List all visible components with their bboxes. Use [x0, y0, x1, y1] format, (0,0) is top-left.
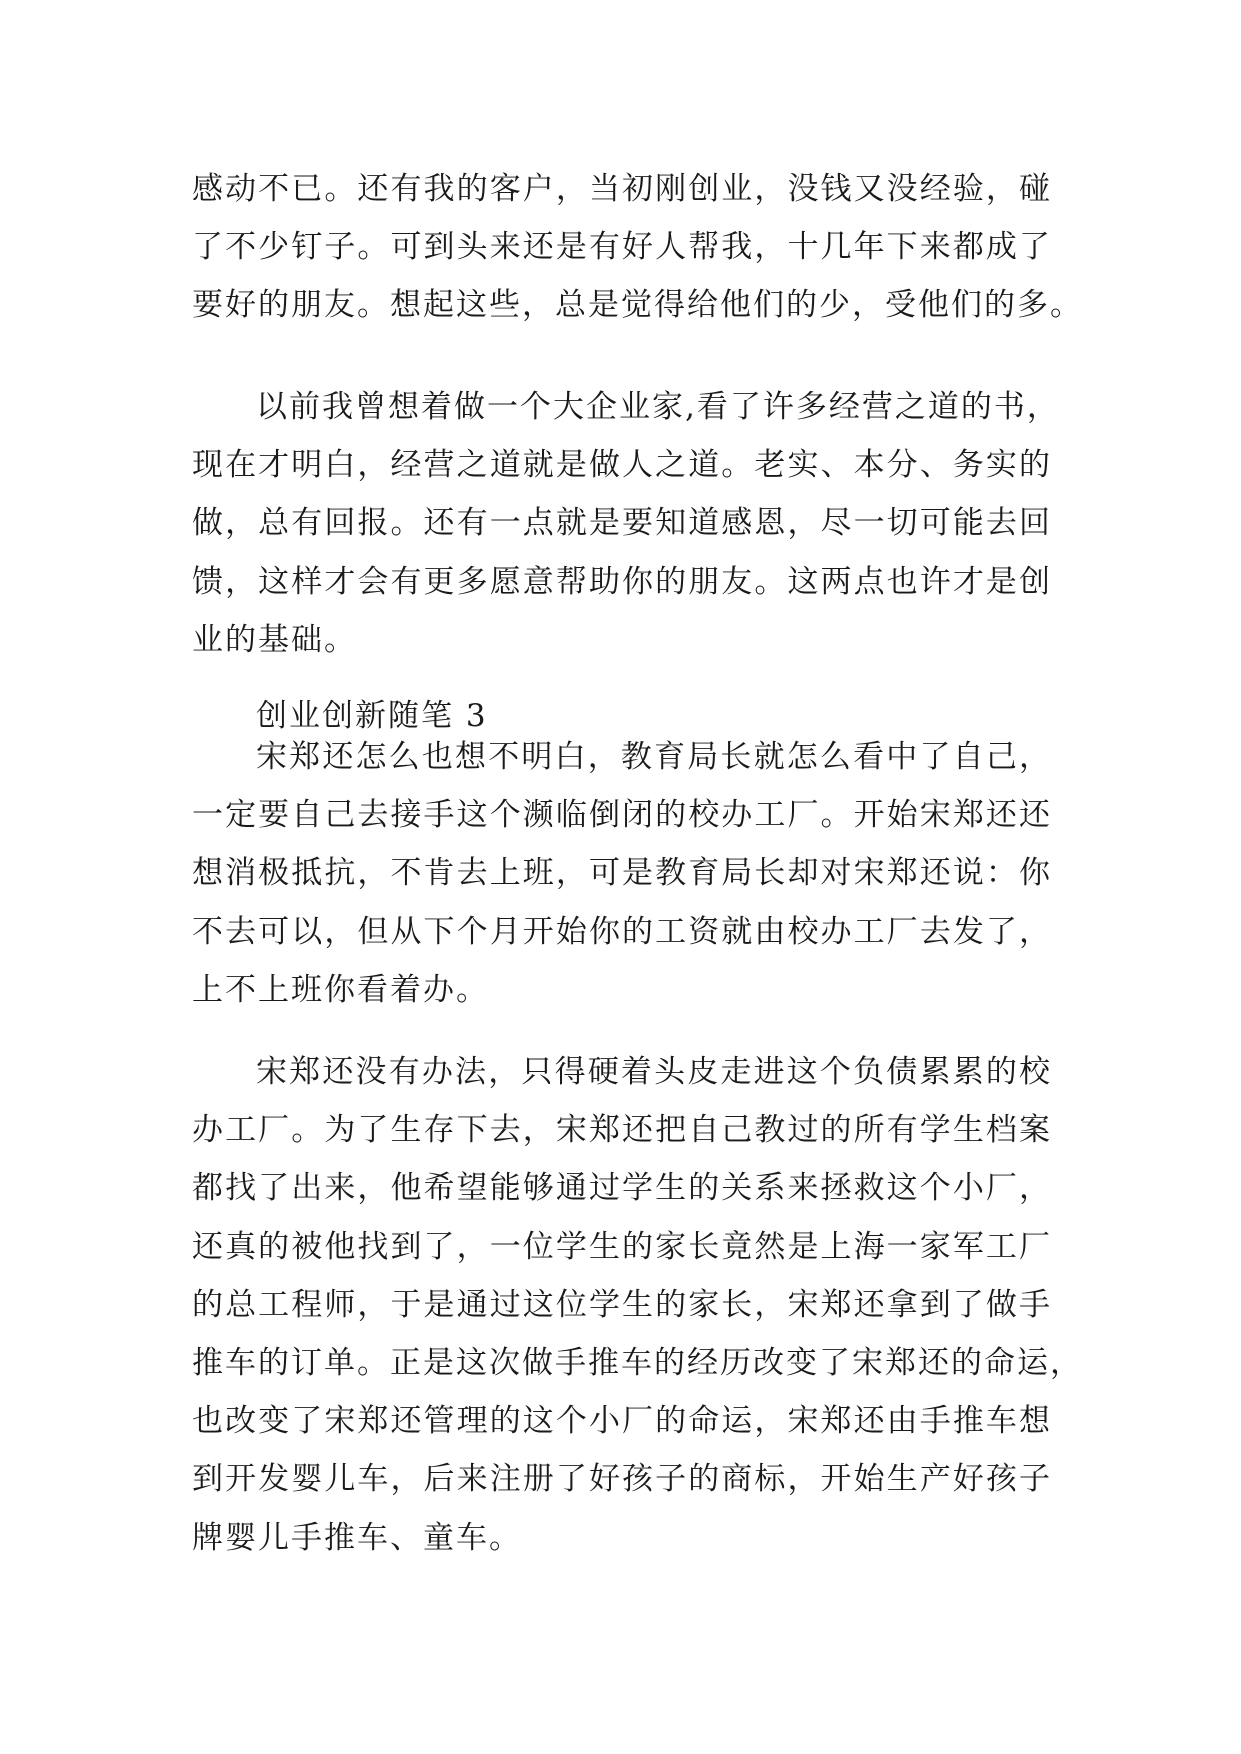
paragraph-line: 推车的订单。正是这次做手推车的经历改变了宋郑还的命运，: [192, 1345, 1083, 1382]
paragraph-line: 现在才明白，经营之道就是做人之道。老实、本分、务实的: [192, 447, 1052, 484]
paragraph-3: [192, 728, 1052, 1019]
paragraph-line: 业的基础。: [192, 621, 357, 658]
paragraph-line: 要好的朋友。想起这些，总是觉得给他们的少，受他们的多。: [192, 287, 1083, 324]
paragraph-line: 不去可以，但从下个月开始你的工资就由校办工厂去发了，: [192, 913, 1052, 950]
paragraph-line: 以前我曾想着做一个大企业家,看了许多经营之道的书，: [256, 389, 1060, 425]
paragraph-2: [192, 378, 1060, 669]
paragraph-line: 感动不已。还有我的客户，当初刚创业，没钱又没经验，碰: [192, 171, 1052, 207]
paragraph-line: 宋郑还没有办法，只得硬着头皮走进这个负债累累的校: [256, 1054, 1052, 1090]
paragraph-line: 馈，这样才会有更多愿意帮助你的朋友。这两点也许才是创: [192, 563, 1052, 600]
paragraph-line: 牌婴儿手推车、童车。: [192, 1519, 522, 1556]
paragraph-line: 上不上班你看着办。: [192, 971, 489, 1008]
section-heading: 创业创新随笔 3: [256, 698, 488, 734]
paragraph-line: 的总工程师，于是通过这位学生的家长，宋郑还拿到了做手: [192, 1286, 1052, 1323]
paragraph-line: 办工厂。为了生存下去，宋郑还把自己教过的所有学生档案: [192, 1112, 1052, 1149]
paragraph-line: 都找了出来，他希望能够通过学生的关系来拯救这个小厂，: [192, 1170, 1052, 1207]
paragraph-line: 到开发婴儿车，后来注册了好孩子的商标，开始生产好孩子: [192, 1461, 1052, 1498]
paragraph-line: 宋郑还怎么也想不明白，教育局长就怎么看中了自己，: [256, 739, 1052, 775]
paragraph-line: 想消极抵抗，不肯去上班，可是教育局长却对宋郑还说：你: [192, 855, 1052, 892]
paragraph-line: 了不少钉子。可到头来还是有好人帮我，十几年下来都成了: [192, 229, 1052, 266]
paragraph-line: 也改变了宋郑还管理的这个小厂的命运，宋郑还由手推车想: [192, 1403, 1052, 1440]
paragraph-line: 做，总有回报。还有一点就是要知道感恩，尽一切可能去回: [192, 505, 1052, 542]
paragraph-4: [192, 1043, 1083, 1567]
paragraph-line: 还真的被他找到了，一位学生的家长竟然是上海一家军工厂: [192, 1228, 1052, 1265]
paragraph-1: [192, 160, 1083, 335]
paragraph-line: 一定要自己去接手这个濒临倒闭的校办工厂。开始宋郑还还: [192, 797, 1052, 834]
